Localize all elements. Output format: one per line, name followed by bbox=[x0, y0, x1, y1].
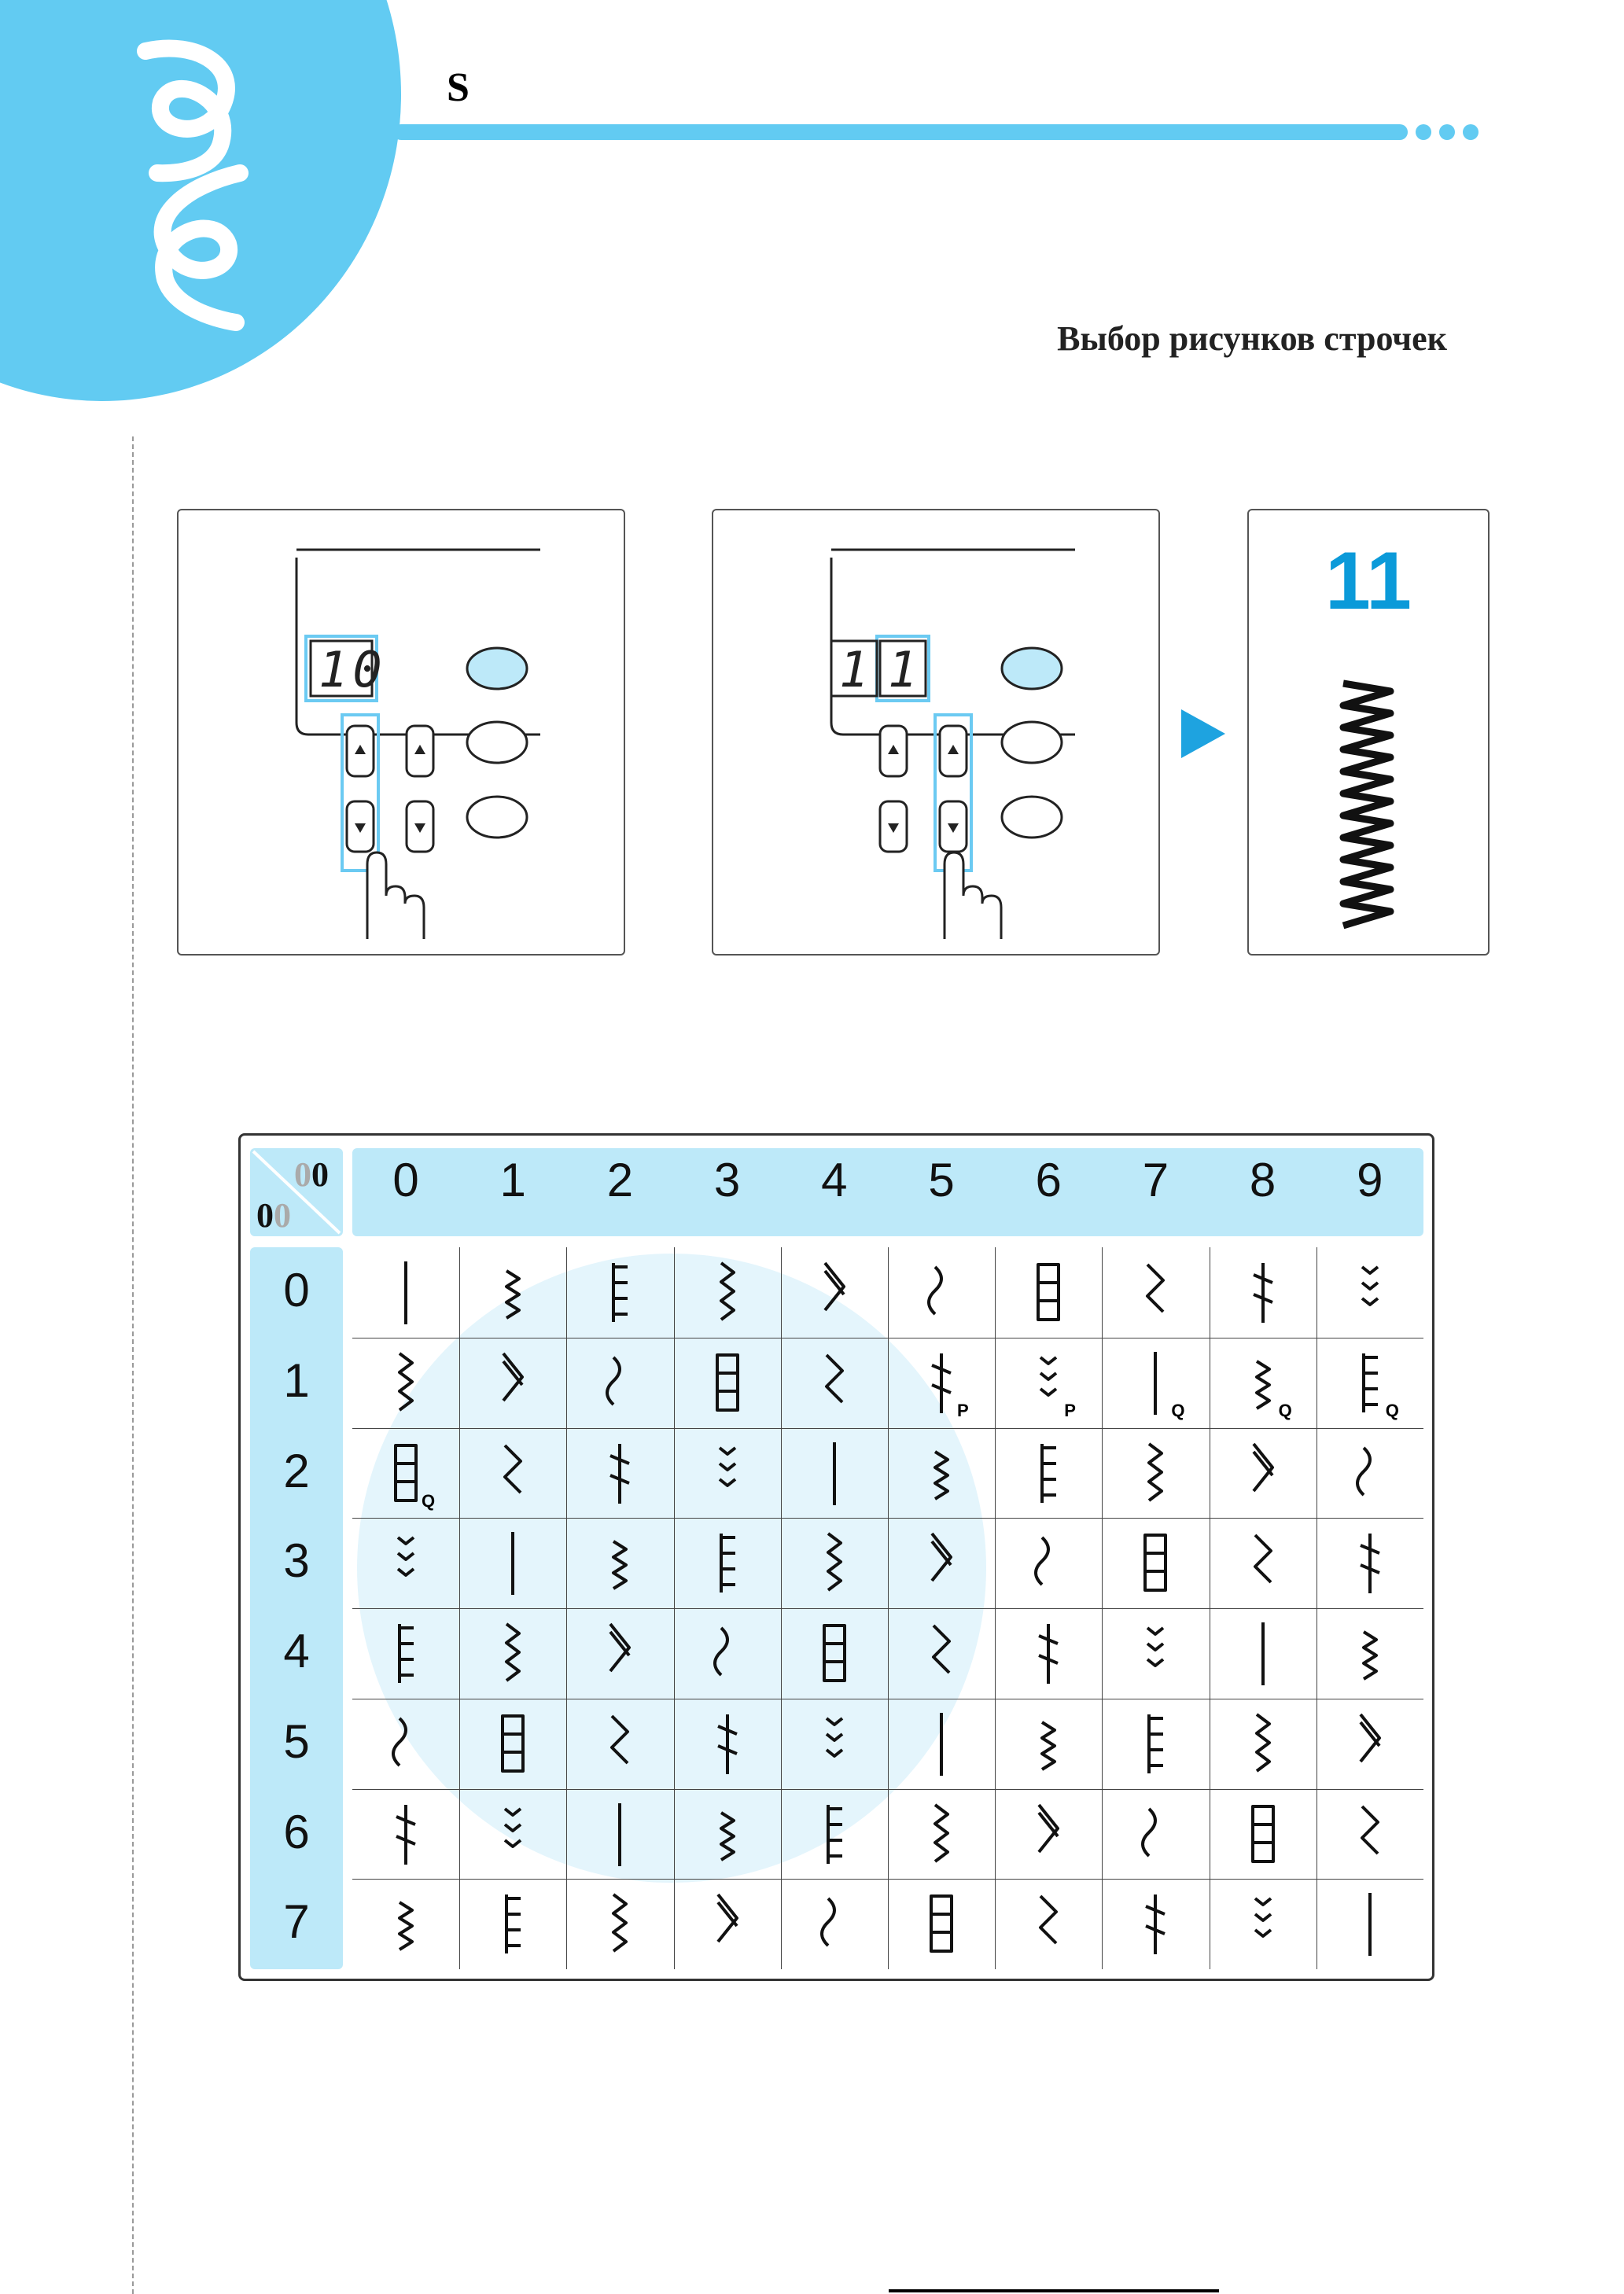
stitch-pattern-icon[interactable] bbox=[566, 1428, 673, 1518]
stitch-pattern-icon[interactable] bbox=[888, 1247, 995, 1337]
stitch-pattern-icon[interactable] bbox=[566, 1699, 673, 1788]
column-label: 2 bbox=[606, 1154, 634, 1206]
stitch-pattern-icon[interactable] bbox=[459, 1338, 566, 1427]
corner-label-top bbox=[294, 1154, 329, 1195]
column-label: 8 bbox=[1249, 1154, 1276, 1206]
stitch-pattern-icon[interactable] bbox=[1102, 1428, 1209, 1518]
corner-digit: 0 bbox=[274, 1196, 291, 1235]
stitch-pattern-icon[interactable] bbox=[566, 1879, 673, 1968]
stitch-letter-tag: P bbox=[1064, 1400, 1076, 1420]
stitch-pattern-icon[interactable] bbox=[781, 1428, 888, 1518]
stitch-pattern-icon[interactable] bbox=[1317, 1247, 1423, 1337]
next-arrow-icon bbox=[1180, 708, 1227, 760]
illustration-panel-1 bbox=[177, 509, 625, 956]
stitch-pattern-icon[interactable] bbox=[674, 1428, 781, 1518]
stitch-letter-tag: Q bbox=[422, 1490, 436, 1511]
stitch-pattern-icon[interactable] bbox=[1210, 1699, 1317, 1788]
stitch-pattern-icon[interactable] bbox=[1102, 1518, 1209, 1607]
row-label: 4 bbox=[283, 1625, 310, 1677]
stitch-pattern-icon[interactable] bbox=[781, 1879, 888, 1968]
stitch-pattern-icon[interactable] bbox=[674, 1247, 781, 1337]
stitch-pattern-icon[interactable] bbox=[995, 1699, 1102, 1788]
stitch-pattern-icon[interactable] bbox=[781, 1699, 888, 1788]
stitch-pattern-icon[interactable] bbox=[352, 1879, 459, 1968]
stitch-pattern-icon[interactable] bbox=[995, 1338, 1102, 1427]
stitch-pattern-icon[interactable] bbox=[1210, 1518, 1317, 1607]
stitch-pattern-icon[interactable] bbox=[1102, 1879, 1209, 1968]
header-rule bbox=[393, 124, 1408, 140]
stitch-pattern-icon[interactable] bbox=[1102, 1789, 1209, 1879]
column-label: 6 bbox=[1035, 1154, 1062, 1206]
ornament-logo-icon bbox=[126, 35, 260, 338]
stitch-pattern-icon[interactable] bbox=[1210, 1879, 1317, 1968]
stitch-pattern-icon[interactable] bbox=[995, 1247, 1102, 1337]
stitch-pattern-icon[interactable] bbox=[1317, 1789, 1423, 1879]
stitch-pattern-icon[interactable] bbox=[1102, 1608, 1209, 1698]
stitch-pattern-icon[interactable] bbox=[1317, 1338, 1423, 1427]
stitch-pattern-icon[interactable] bbox=[781, 1518, 888, 1607]
stitch-pattern-icon[interactable] bbox=[995, 1428, 1102, 1518]
column-label: 3 bbox=[713, 1154, 741, 1206]
stitch-pattern-icon[interactable] bbox=[995, 1879, 1102, 1968]
stitch-pattern-icon[interactable] bbox=[1317, 1699, 1423, 1788]
header-dot bbox=[1416, 124, 1431, 140]
bottom-rule bbox=[889, 2289, 1219, 2292]
stitch-pattern-icon[interactable] bbox=[459, 1247, 566, 1337]
stitch-pattern-icon[interactable] bbox=[1210, 1789, 1317, 1879]
stitch-pattern-icon[interactable] bbox=[459, 1699, 566, 1788]
column-label: 5 bbox=[928, 1154, 955, 1206]
row-label: 2 bbox=[283, 1444, 310, 1497]
corner-digit: 0 bbox=[294, 1155, 311, 1194]
stitch-pattern-icon[interactable] bbox=[352, 1428, 459, 1518]
table-corner-cell bbox=[250, 1148, 343, 1236]
stitch-pattern-icon[interactable] bbox=[566, 1789, 673, 1879]
display-digit: 0 bbox=[352, 641, 387, 698]
stitch-pattern-icon[interactable] bbox=[1317, 1608, 1423, 1698]
stitch-pattern-icon[interactable] bbox=[674, 1338, 781, 1427]
stitch-letter-tag: Q bbox=[1171, 1400, 1185, 1420]
header-dot bbox=[1463, 124, 1479, 140]
corner-digit: 0 bbox=[311, 1155, 329, 1194]
display-digit: 1 bbox=[888, 641, 918, 698]
display-digit: 1 bbox=[319, 641, 353, 698]
stitch-letter-tag: Q bbox=[1385, 1400, 1399, 1420]
stitch-pattern-icon[interactable] bbox=[888, 1338, 995, 1427]
row-label: 7 bbox=[283, 1895, 310, 1949]
stitch-pattern-icon[interactable] bbox=[459, 1789, 566, 1879]
stitch-pattern-icon[interactable] bbox=[995, 1789, 1102, 1879]
stitch-pattern-icon[interactable] bbox=[566, 1338, 673, 1427]
stitch-pattern-table bbox=[238, 1133, 1434, 1981]
margin-dashed-line bbox=[132, 436, 134, 2294]
display-digit: 1 bbox=[839, 641, 869, 698]
stitch-pattern-icon[interactable] bbox=[888, 1789, 995, 1879]
stitch-pattern-icon[interactable] bbox=[1102, 1699, 1209, 1788]
stitch-pattern-icon[interactable] bbox=[1317, 1879, 1423, 1968]
stitch-pattern-icon[interactable] bbox=[781, 1338, 888, 1427]
row-label: 3 bbox=[283, 1534, 310, 1588]
stitch-pattern-icon[interactable] bbox=[674, 1699, 781, 1788]
stitch-pattern-icon[interactable] bbox=[566, 1518, 673, 1607]
stitch-pattern-icon[interactable] bbox=[888, 1608, 995, 1698]
stitch-pattern-icon[interactable] bbox=[1210, 1338, 1317, 1427]
stitch-pattern-icon[interactable] bbox=[995, 1608, 1102, 1698]
stitch-pattern-icon[interactable] bbox=[781, 1247, 888, 1337]
stitch-pattern-icon[interactable] bbox=[888, 1428, 995, 1518]
stitch-pattern-icon[interactable] bbox=[352, 1247, 459, 1337]
stitch-letter-tag: Q bbox=[1278, 1400, 1292, 1420]
stitch-pattern-icon[interactable] bbox=[1210, 1247, 1317, 1337]
stitch-pattern-icon[interactable] bbox=[352, 1518, 459, 1607]
row-label: 5 bbox=[283, 1714, 310, 1768]
stitch-pattern-icon[interactable] bbox=[674, 1518, 781, 1607]
stitch-pattern-icon[interactable] bbox=[566, 1247, 673, 1337]
stitch-pattern-icon[interactable] bbox=[674, 1789, 781, 1879]
stitch-pattern-icon[interactable] bbox=[352, 1699, 459, 1788]
row-label: 6 bbox=[283, 1805, 310, 1858]
column-label: 0 bbox=[392, 1154, 419, 1206]
stitch-pattern-icon[interactable] bbox=[459, 1428, 566, 1518]
stitch-pattern-icon[interactable] bbox=[995, 1518, 1102, 1607]
column-label: 9 bbox=[1357, 1154, 1383, 1206]
corner-digit: 0 bbox=[256, 1196, 274, 1235]
header-letter: S bbox=[447, 65, 470, 110]
row-label: 1 bbox=[283, 1353, 310, 1407]
stitch-pattern-icon[interactable] bbox=[352, 1608, 459, 1698]
stitch-pattern-icon[interactable] bbox=[1210, 1428, 1317, 1518]
column-label: 1 bbox=[499, 1154, 526, 1206]
corner-label-bottom bbox=[256, 1195, 291, 1235]
stitch-pattern-icon[interactable] bbox=[781, 1789, 888, 1879]
pattern-number: 11 bbox=[1325, 536, 1412, 627]
header-dot bbox=[1439, 124, 1455, 140]
stitch-pattern-icon[interactable] bbox=[1317, 1518, 1423, 1607]
stitch-pattern-icon[interactable] bbox=[674, 1608, 781, 1698]
stitch-pattern-icon[interactable] bbox=[888, 1518, 995, 1607]
stitch-pattern-icon[interactable] bbox=[566, 1608, 673, 1698]
stitch-pattern-icon[interactable] bbox=[352, 1789, 459, 1879]
row-label: 0 bbox=[283, 1264, 310, 1316]
stitch-pattern-icon[interactable] bbox=[459, 1879, 566, 1968]
stitch-pattern-icon[interactable] bbox=[888, 1879, 995, 1968]
stitch-pattern-icon[interactable] bbox=[1102, 1247, 1209, 1337]
stitch-pattern-icon[interactable] bbox=[781, 1608, 888, 1698]
stitch-pattern-icon[interactable] bbox=[1317, 1428, 1423, 1518]
stitch-pattern-icon[interactable] bbox=[888, 1699, 995, 1788]
section-title: Выбор рисунков строчек bbox=[1057, 319, 1447, 358]
stitch-letter-tag: P bbox=[957, 1400, 969, 1420]
column-label: 4 bbox=[821, 1154, 848, 1206]
stitch-pattern-icon[interactable] bbox=[459, 1608, 566, 1698]
stitch-pattern-icon[interactable] bbox=[459, 1518, 566, 1607]
column-label: 7 bbox=[1142, 1154, 1169, 1206]
stitch-pattern-icon[interactable] bbox=[674, 1879, 781, 1968]
stitch-pattern-icon[interactable] bbox=[1210, 1608, 1317, 1698]
illustration-panel-2 bbox=[712, 509, 1160, 956]
stitch-pattern-icon[interactable] bbox=[1102, 1338, 1209, 1427]
stitch-pattern-icon[interactable] bbox=[352, 1338, 459, 1427]
